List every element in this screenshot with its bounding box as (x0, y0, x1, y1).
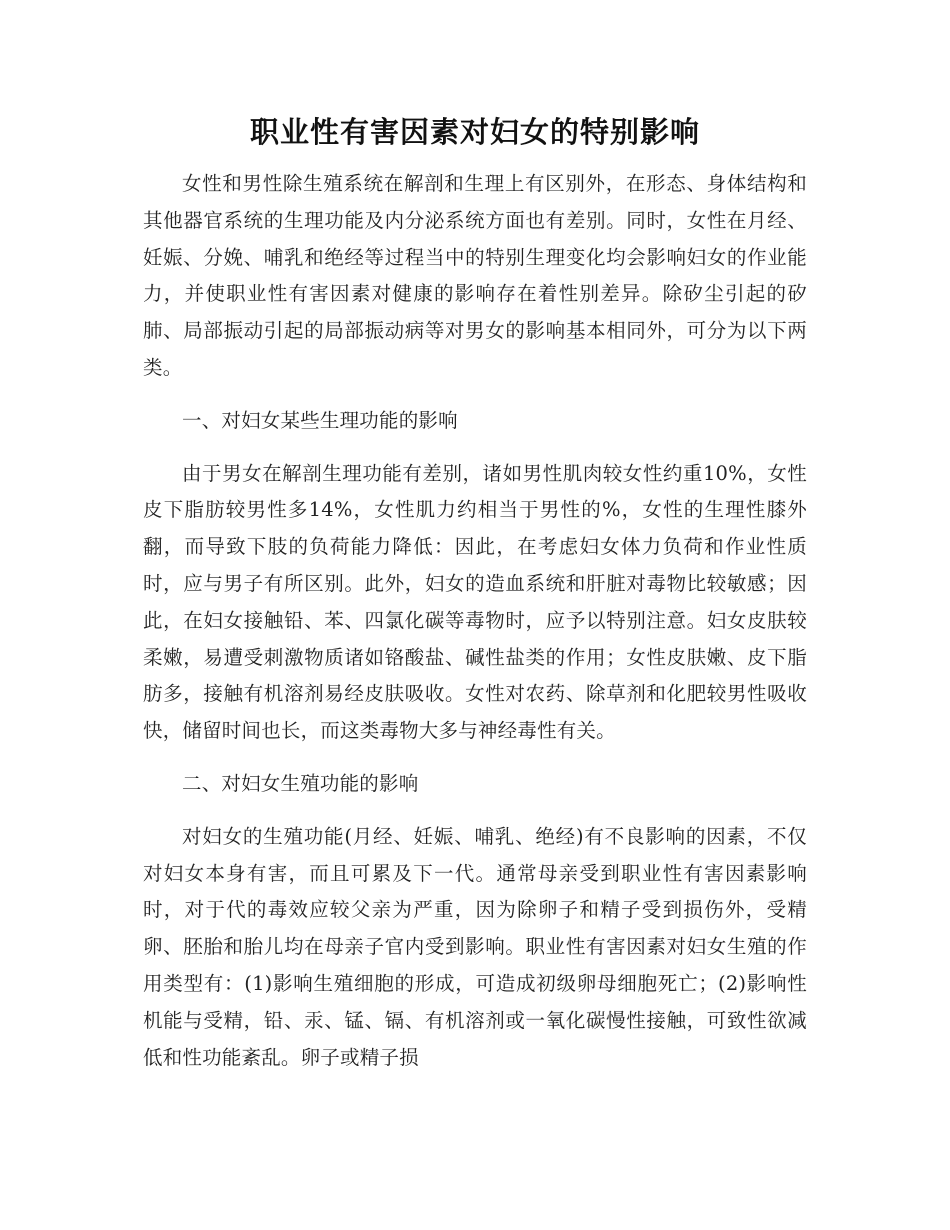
document-body (143, 166, 807, 1076)
document-title: 职业性有害因素对妇女的特别影响 (249, 115, 700, 149)
paragraph-reproduction: 对妇女的生殖功能(月经、妊娠、哺乳、绝经)有不良影响的因素，不仅对妇女本身有害，而且可累及下一代。通常母亲受到职业性有害因素影响时，对于代的毒效应较父亲为严重，因为除卵子和精子受到损伤外，受精卵、胚胎和胎儿均在母亲子官内受到影响。职业性有害因素对妇女生殖的作用类型有：(1)影响生殖细胞的形成，可造成初级卵母细胞死亡；(2)影响性机能与受精，铅、汞、锰、镉、有机溶剂或一氧化碳慢性接触，可致性欲减低和性功能紊乱。卵子或精子损 (143, 824, 807, 1069)
paragraph-physiology: 由于男女在解剖生理功能有差别，诸如男性肌肉较女性约重10%，女性皮下脂肪较男性多14%，女性肌力约相当于男性的%，女性的生理性膝外翻，而导致下肢的负荷能力降低：因此，在考虑妇女体力负荷和作业性质时，应与男子有所区别。此外，妇女的造血系统和肝脏对毒物比较敏感；因此，在妇女接触铅、苯、四氯化碳等毒物时，应予以特别注意。妇女皮肤较柔嫩，易遭受刺激物质诸如铬酸盐、碱性盐类的作用；女性皮肤嫩、皮下脂肪多，接触有机溶剂易经皮肤吸收。女性对农药、除草剂和化肥较男性吸收快，储留时间也长，而这类毒物大多与神经毒性有关。 (143, 461, 807, 743)
paragraph-intro: 女性和男性除生殖系统在解剖和生理上有区别外，在形态、身体结构和其他器官系统的生理功能及内分泌系统方面也有差别。同时，女性在月经、妊娠、分娩、哺乳和绝经等过程当中的特别生理变化均会影响妇女的作业能力，并使职业性有害因素对健康的影响存在着性别差异。除矽尘引起的矽肺、局部振动引起的局部振动病等对男女的影响基本相同外，可分为以下两类。 (143, 172, 807, 379)
section-heading-physiology: 一、对妇女某些生理功能的影响 (182, 408, 458, 432)
section-heading-reproduction: 二、对妇女生殖功能的影响 (182, 771, 419, 795)
